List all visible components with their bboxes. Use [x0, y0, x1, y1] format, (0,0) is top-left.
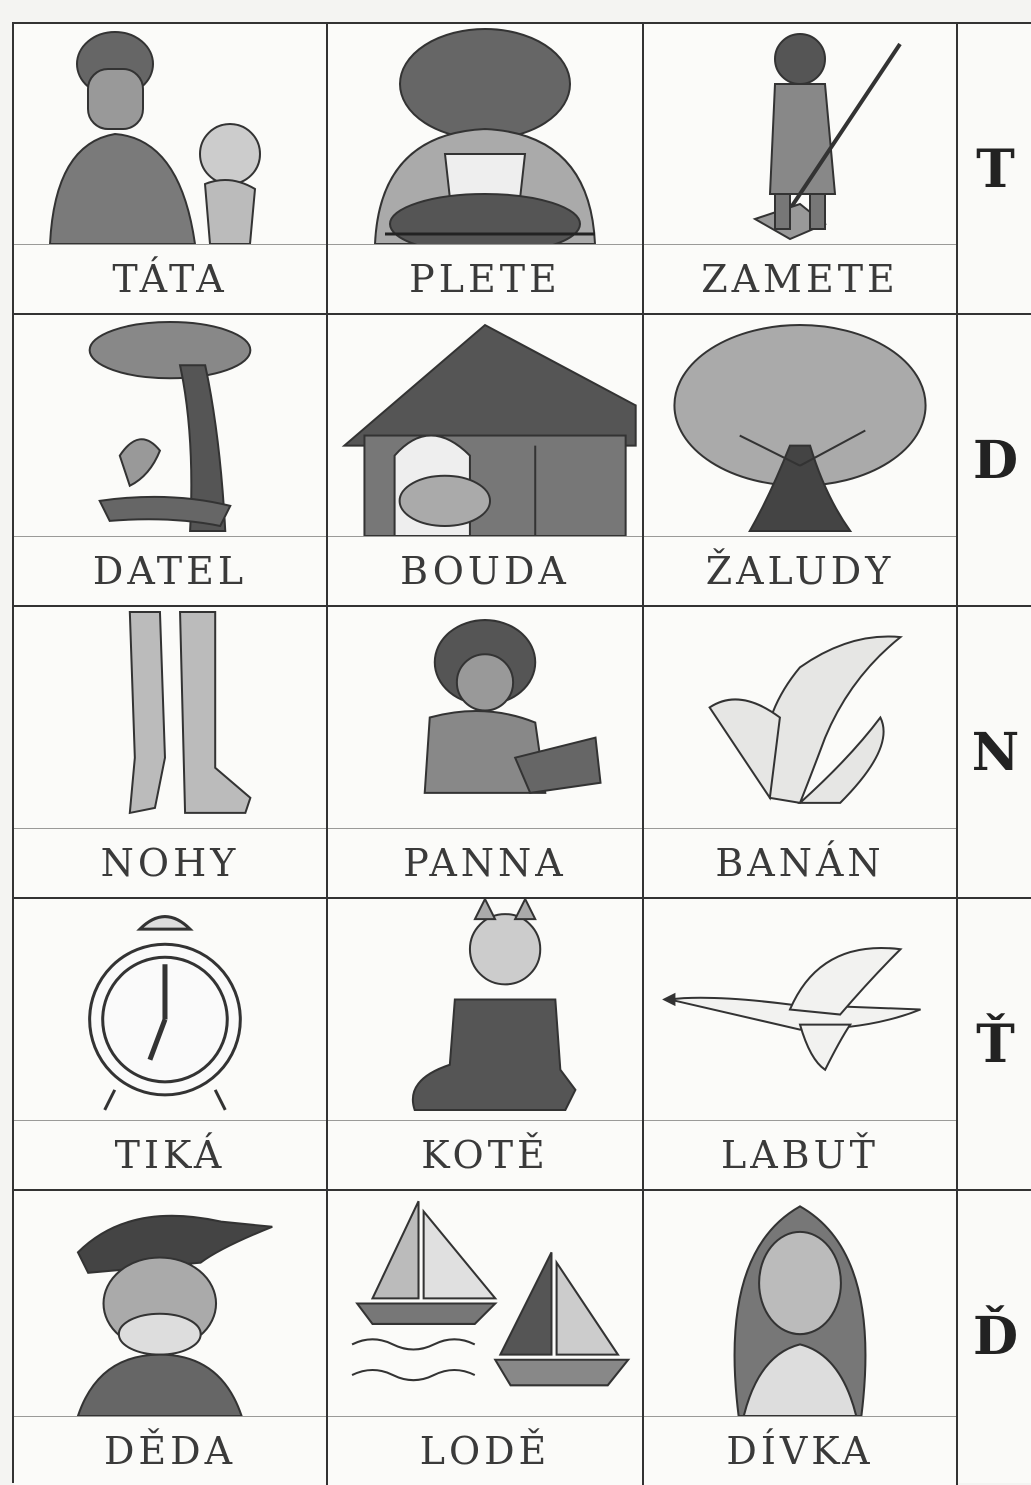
word-label: PANNA — [403, 841, 567, 885]
word-label: TIKÁ — [114, 1133, 226, 1177]
word-label: DĚDA — [103, 1429, 237, 1473]
card-deda — [14, 1191, 328, 1485]
row-d — [14, 315, 1031, 607]
word-label: NOHY — [100, 841, 240, 885]
card-zamete — [644, 24, 958, 313]
card-tika — [14, 899, 328, 1189]
card-bouda — [328, 315, 644, 605]
card-lode — [328, 1191, 644, 1485]
oak-tree-icon — [644, 315, 956, 537]
word-label: ZAMETE — [701, 257, 899, 301]
card-labut — [644, 899, 958, 1189]
word-label: ŽALUDY — [705, 549, 895, 593]
row-t-caron — [14, 899, 1031, 1191]
word-label: LABUŤ — [721, 1133, 879, 1177]
kitten-in-boot-icon — [328, 899, 642, 1121]
girl-sweeping-icon — [644, 24, 956, 245]
word-label: PLETE — [409, 257, 561, 301]
row-t — [14, 24, 1031, 315]
card-datel — [14, 315, 328, 605]
word-label: DÍVKA — [726, 1429, 874, 1473]
sailboats-icon — [328, 1191, 642, 1417]
doghouse-icon — [328, 315, 642, 537]
row-letter: N — [971, 722, 1020, 783]
card-banan — [644, 607, 958, 897]
card-divka — [644, 1191, 958, 1485]
doll-icon — [328, 607, 642, 829]
swan-icon — [644, 899, 956, 1121]
word-label: KOTĚ — [421, 1133, 549, 1177]
woodpecker-tree-icon — [14, 315, 326, 537]
card-zaludy — [644, 315, 958, 605]
row-n — [14, 607, 1031, 899]
picture-word-board — [12, 22, 1031, 1483]
card-panna — [328, 607, 644, 897]
father-with-baby-icon — [14, 24, 326, 245]
row-letter: Ď — [972, 1306, 1019, 1367]
row-letter: D — [972, 430, 1019, 491]
card-tata — [14, 24, 328, 313]
card-plete — [328, 24, 644, 313]
word-label: BOUDA — [400, 549, 570, 593]
word-label: TÁTA — [112, 257, 228, 301]
card-nohy — [14, 607, 328, 897]
grandpa-icon — [14, 1191, 326, 1417]
woman-knitting-icon — [328, 24, 642, 245]
word-label: DATEL — [92, 549, 248, 593]
girl-long-hair-icon — [644, 1191, 956, 1417]
card-kote — [328, 899, 644, 1189]
legs-icon — [14, 607, 326, 829]
alarm-clock-icon — [14, 899, 326, 1121]
row-letter: Ť — [976, 1014, 1015, 1075]
row-d-caron — [14, 1191, 1031, 1485]
word-label: LODĚ — [419, 1429, 551, 1473]
word-label: BANÁN — [715, 841, 885, 885]
row-letter: T — [976, 139, 1015, 200]
banana-icon — [644, 607, 956, 829]
